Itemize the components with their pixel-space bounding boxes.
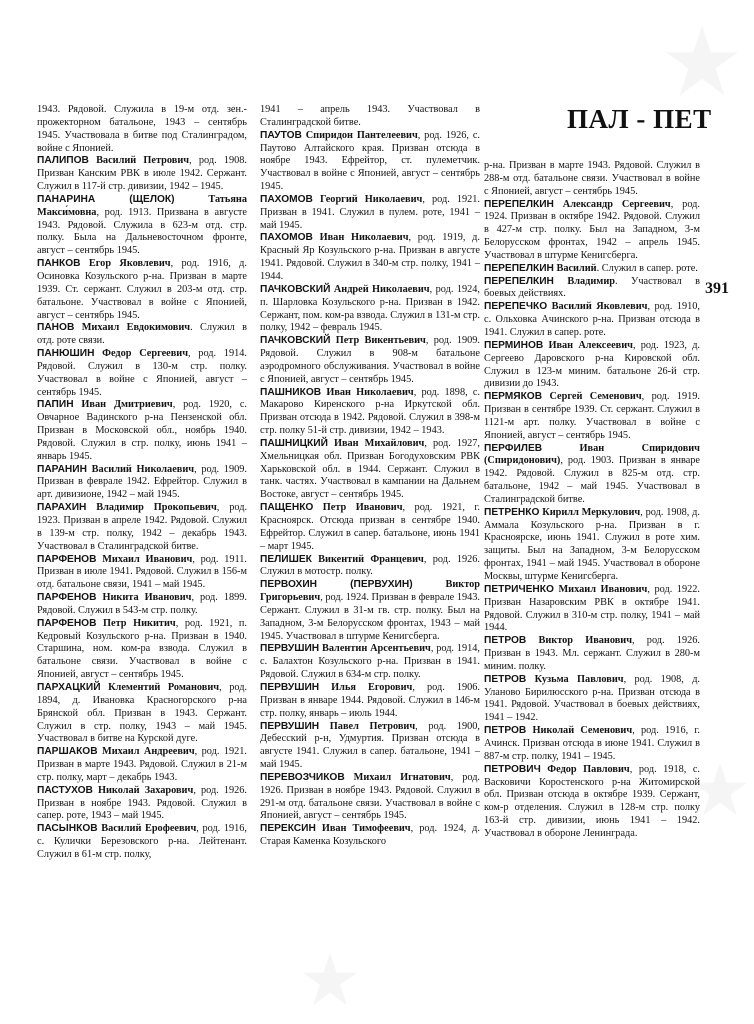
entry-surname: ПАШНИЦКИЙ xyxy=(260,437,328,449)
entry-given-names: Иван Дмитриевич xyxy=(81,399,173,411)
entry-given-names: Иван Николаевич xyxy=(326,386,414,398)
entry-surname: ПЕРВУШИН xyxy=(260,681,320,693)
entry-text: , род. 1924, д. Старая Каменка Козульского xyxy=(260,823,480,848)
entry-surname: ПЕРЕВОЗЧИКОВ xyxy=(260,771,345,783)
entry-text: , род. 1916, д. Осиновка Козульского р-на. Призван в марте 1939. Ст. сержант. Служил в 203-м отд. стр. батальоне. Участвовал в войне с Японией, август – сентябрь 1945. xyxy=(37,258,247,321)
entry-given-names: Василий Николаевич xyxy=(91,463,195,475)
entry-given-names: Иван Михайлович xyxy=(333,437,425,449)
entry-text: , род. 1923. Призван в апреле 1942. Рядовой. Служил в 139-м стр. полку, 1942 – декабрь 1943. Участвовал в Сталинградской битве. xyxy=(37,502,248,552)
entry-text: , род. 1914, с. Балахтон Козульского р-на. Призван в 1941. Рядовой. Служил в 634-м стр. полку. xyxy=(260,643,480,681)
entry-surname: ПАХОМОВ xyxy=(260,232,313,244)
biography-entry xyxy=(37,258,247,322)
entry-text: , род. 1927, Хмельницкая обл. Призван Богодуховским РВК Харьковской обл. в 1944. Сержант. Служил в танк. частях. Участвовал в кампании на Дальнем Востоке, август – сентябрь 1945. xyxy=(260,437,480,501)
entry-text: , род. 1910, с. Ольховка Ачинского р-на. Призван отсюда в 1941. Служил в сапер. роте. xyxy=(484,301,700,338)
biography-entry xyxy=(484,391,700,442)
biography-entry xyxy=(260,232,480,283)
entry-text: , род. 1919. Призван в сентябре 1939. Ст. сержант. Служил в 1121-м арт. полку. Участвовал в войне с Японией, август – сентябрь 1945. xyxy=(484,391,700,441)
biography-entry xyxy=(37,554,247,593)
entry-given-names: Василий xyxy=(556,262,597,274)
entry-given-names: Александр Сергеевич xyxy=(562,198,671,210)
biography-entry xyxy=(484,276,700,302)
entry-surname: ПЕРЕКСИН xyxy=(260,823,316,835)
entry-given-names: Спиридон Пантелеевич xyxy=(305,129,418,141)
entry-text: , род. 1908, д. Аммала Козульского р-на. Призван в г. Красноярске, июнь 1941. Служил в роте хим. защиты. Был на Западном, 3-м Белорусском фронтах, 1941 – май 1945. Участвовал в обороне Москвы, штурме Кенигсберга. xyxy=(484,506,700,582)
entry-surname: ПАНОВ xyxy=(37,322,75,334)
entry-given-names: Викентий Францевич xyxy=(318,553,424,565)
biography-entry xyxy=(484,160,700,199)
entry-given-names: Василий Петрович xyxy=(96,155,190,167)
biography-entry xyxy=(37,823,247,862)
entry-surname: ПАСЫНКОВ xyxy=(37,823,98,835)
entry-surname: ПЕТРОВИЧ xyxy=(484,763,541,775)
page-number: 391 xyxy=(705,280,729,297)
entry-given-names: Василий Яковлевич xyxy=(551,301,648,313)
column-3 xyxy=(484,160,700,841)
entry-surname: ПЕРВУШИН xyxy=(260,720,320,732)
entry-text: , род. 1908. Призван Канским РВК в июле 1942. Сержант. Служил в 117-й стр. дивизии, 1942 – 1945. xyxy=(37,155,247,193)
entry-given-names: Валентин Арсентьевич xyxy=(321,643,431,655)
entry-given-names: Виктор Иванович xyxy=(538,635,633,647)
entry-given-names: Петр Викентьевич xyxy=(335,335,426,347)
entry-text: , род. 1914. Рядовой. Служил в 130-м стр. полку. Участвовал в войне с Японией, август – сентябрь 1945. xyxy=(37,348,247,398)
entry-surname: ПАРШАКОВ xyxy=(37,746,98,758)
entry-given-names: Иван Тимофеевич xyxy=(321,823,411,835)
entry-surname: ПЕРЕПЕЛКИН xyxy=(484,262,554,274)
entry-surname: ПАУТОВ xyxy=(260,129,302,141)
entry-surname: ПАРАНИН xyxy=(37,463,87,475)
biography-entry xyxy=(260,823,480,849)
biography-entry xyxy=(484,301,700,340)
entry-given-names: Андрей Николаевич xyxy=(333,283,430,295)
entry-text: , род. 1899. Рядовой. Служил в 543-м стр. полку. xyxy=(37,592,247,616)
entry-surname: ПАРФЕНОВ xyxy=(37,592,97,604)
page-header: ПАЛ - ПЕТ xyxy=(567,104,712,134)
biography-entry xyxy=(484,340,700,391)
entry-surname: ПЕРЕПЕЛКИН xyxy=(484,198,554,210)
biography-entry xyxy=(37,348,247,399)
entry-surname: ПАХОМОВ xyxy=(260,193,313,205)
entry-given-names: Иван Спиридович (Спиридонович) xyxy=(484,442,700,467)
biography-entry xyxy=(260,284,480,335)
entry-surname: ПАНКОВ xyxy=(37,258,81,270)
entry-given-names: Петр Иванович xyxy=(322,502,403,514)
entry-text: , род. 1922. Призван Назаровским РВК в октябре 1941. Рядовой. Служил в 310-м стр. полку, 1941 – май 1944. xyxy=(484,583,700,634)
entry-given-names: Кирилл Меркулович xyxy=(542,506,641,518)
biography-entry xyxy=(37,502,247,553)
biography-entry xyxy=(37,682,247,746)
entry-given-names: Клементий Романович xyxy=(108,681,220,693)
entry-given-names: Михаил Игнатович xyxy=(353,771,451,783)
biography-entry xyxy=(484,263,700,276)
entry-given-names: Сергей Семенович xyxy=(549,391,642,403)
entry-text: 1943. Рядовой. Служила в 19-м отд. зен.-прожекторном батальоне, 1943 – сентябрь 1945. Участвовала в битве под Сталинградом, войне с Японией. xyxy=(37,104,247,154)
entry-surname: ПАРАХИН xyxy=(37,502,87,514)
entry-text: , род. 1926. Призван в ноябре 1943. Рядовой. Служил в сапер. роте, 1943 – май 1945. xyxy=(37,784,247,822)
entry-surname: ПЕТРОВ xyxy=(484,673,527,685)
biography-entry xyxy=(37,194,247,258)
entry-surname: ПАРХАЦКИЙ xyxy=(37,681,101,693)
entry-text: , род. 1921. Призван в 1941. Служил в пулем. роте, 1941 – май 1945. xyxy=(260,193,480,231)
entry-given-names: Николай Семенович xyxy=(532,725,633,737)
entry-given-names: Федор Сергеевич xyxy=(102,348,189,360)
entry-surname: ПАСТУХОВ xyxy=(37,784,93,796)
entry-given-names: Виктор Григорьевич xyxy=(260,579,480,604)
biography-entry xyxy=(484,725,700,764)
entry-surname: ПАШНИКОВ xyxy=(260,386,322,398)
entry-text: , род. 1919, д. Красный Яр Козульского р-на. Призван в августе 1941. Рядовой. Служил в 340-м стр. полку, 1941 – 1944. xyxy=(260,232,480,282)
entry-text: , род. 1909. Рядовой. Служил в 908-м батальоне аэродромного обслуживания. Участвовал в войне с Японией, август – сентябрь 1945. xyxy=(260,335,480,385)
entry-text: . Служил в отд. роте связи. xyxy=(37,322,248,347)
entry-text: , род. 1923, д. Сергеево Даровского р-на Кировской обл. Служил в 123-м миним. батальоне 26-й стр. дивизии до 1943. xyxy=(484,339,701,390)
entry-surname: ПЕРВУШИН xyxy=(260,643,320,655)
biography-entry xyxy=(484,584,700,635)
entry-text: , род. 1921, г. Красноярск. Отсюда призван в сентябре 1940. Ефрейтор. Служил в сапер. батальоне, июнь 1941 – март 1945. xyxy=(260,502,480,552)
entry-text: , род. 1916, г. Ачинск. Призван отсюда в июне 1941. Служил в 887-м стр. полку, 1941 – 1945. xyxy=(484,725,701,762)
biography-entry xyxy=(37,464,247,503)
entry-surname: ПАРФЕНОВ xyxy=(37,617,97,629)
entry-surname: ПАЩЕНКО xyxy=(260,502,314,514)
biography-entry xyxy=(260,579,480,643)
entry-text: , род. 1924. Призван в феврале 1943. Сержант. Служил в 31-м гв. стр. полку. Был на Западном, 3-м Белорусском фронтах, 1943 – май 1945. Участвовал в штурме Кенигсберга. xyxy=(260,592,480,642)
entry-text: , род. 1921. Призван в марте 1943. Рядовой. Служил в 21-м стр. полку, март – декабрь 1943. xyxy=(37,746,248,783)
entry-surname: ПАНЮШИН xyxy=(37,348,95,360)
entry-surname: ПЕТРОВ xyxy=(484,725,527,737)
biography-entry xyxy=(260,682,480,721)
entry-given-names: Владимир xyxy=(567,275,615,287)
biography-entry xyxy=(37,618,247,682)
biography-entry xyxy=(484,199,700,263)
entry-text: , род. 1926. Служил в мотостр. полку. xyxy=(260,553,480,578)
column-2 xyxy=(260,104,480,849)
entry-text: р-на. Призван в марте 1943. Рядовой. Служил в 288-м отд. батальоне связи. Участвовал в войне с Японией, август – сентябрь 1945. xyxy=(484,160,700,197)
watermark-star-icon xyxy=(662,22,742,102)
entry-text: , род. 1924. Призван в октябре 1942. Рядовой. Служил в 427-м стр. полку. Был на Западном, 3-м Белорусском фронтах, 1942 – апрель 1945. Участвовал в штурме Кенигсберга. xyxy=(484,198,700,261)
entry-surname: ПЕТРОВ xyxy=(484,635,527,647)
entry-surname: ПЕРВОХИН (ПЕРВУХИН) xyxy=(260,579,413,591)
biography-entry xyxy=(37,322,247,348)
entry-text: , род. 1894, д. Ивановка Красногорского р-на Брянской обл. Призван в 1943. Сержант. Служил в стр. полку, 1943 – май 1945. Участвовал в битве на Курской дуге. xyxy=(37,681,248,745)
entry-surname: ПЕТРЕНКО xyxy=(484,506,540,518)
entry-surname: ПАРФЕНОВ xyxy=(37,553,97,565)
biography-entry xyxy=(37,785,247,824)
entry-given-names: Михаил Иванович xyxy=(102,553,193,565)
column-1 xyxy=(37,104,247,862)
biography-entry xyxy=(260,772,480,823)
entry-given-names: Михаил Евдокимович xyxy=(81,322,191,334)
biography-entry xyxy=(484,507,700,584)
entry-surname: ПЕРМЯКОВ xyxy=(484,391,543,403)
biography-entry xyxy=(484,443,700,507)
entry-text: , род. 1908, д. Уланово Бирилюсского р-на. Призван отсюда в 1941. Рядовой. Участвовал в боевых действиях, 1941 – 1942. xyxy=(484,673,701,724)
entry-given-names: Федор Павлович xyxy=(547,763,630,775)
biography-entry xyxy=(37,104,247,155)
entry-text: , род. 1900, Дебесский р-н, Удмуртия. Призван отсюда в августе 1941. Служил в сапер. батальоне, 1941 – май 1945. xyxy=(260,720,480,771)
biography-entry xyxy=(260,721,480,772)
biography-entry xyxy=(484,674,700,725)
entry-text: , род. 1898, с. Макарово Киренского р-на Иркутской обл. Призван отсюда в 1942. Рядовой. Служил в 398-м стр. полку 51-й стр. дивизии, 1942 – 1943. xyxy=(260,386,480,437)
entry-surname: ПЕРЕПЕЧКО xyxy=(484,301,548,313)
entry-text: , род. 1918, с. Васковичи Коростенского р-на Житомирской обл. Призван отсюда в октябре 1939. Сержант, ком-р отделения. Служил в 128-м стр. полку 163-й стр. дивизии, июнь 1941 – 1942. Участвовал в обороне Ленинграда. xyxy=(484,763,700,839)
entry-given-names: Георгий Николаевич xyxy=(319,193,423,205)
entry-text: , род. 1906. Призван в январе 1944. Рядовой. Служил в 146-м стр. полку, январь – июль 1944. xyxy=(260,681,480,719)
biography-entry xyxy=(484,764,700,841)
entry-text: , род. 1926, с. Паутово Алтайского края. Призван отсюда в ноябре 1943. Ефрейтор, ст. пулеметчик. Участвовал в войне с Японией, август – сентябрь 1945. xyxy=(260,129,480,193)
entry-text: , род. 1916, с. Кулички Березовского р-на. Лейтенант. Служил в 61-м стр. полку, xyxy=(37,823,248,860)
entry-given-names: Николай Захарович xyxy=(97,784,194,796)
entry-given-names: Илья Егорович xyxy=(331,681,413,693)
entry-text: , род. 1903. Призван в январе 1942. Рядовой. Служил в 825-м отд. стр. батальоне, 1942 – май 1945. Участвовал в Сталинградской битве. xyxy=(484,455,700,505)
biography-entry xyxy=(260,104,480,130)
biography-entry xyxy=(260,502,480,553)
entry-given-names: Иван Николаевич xyxy=(319,232,409,244)
entry-text: , род. 1921, п. Кедровый Козульского р-на. Призван в 1940. Старшина, ном. ком-ра взвода. Служил в батальоне связи. Участвовал в войне с Японией, август – сентябрь 1945. xyxy=(37,617,247,681)
entry-given-names: Татьяна Макси́мовна xyxy=(37,193,248,218)
entry-given-names: Петр Никитич xyxy=(103,617,176,629)
entry-text: , род. 1926. Призван в 1943. Мл. сержант. Служил в 280-м миним. полку. xyxy=(484,635,700,672)
entry-text: , род. 1913. Призвана в августе 1943. Рядовой. Служила в 623-м отд. стр. полку. Была на Дальневосточном фронте, август – сентябрь 1945. xyxy=(37,206,247,257)
biography-entry xyxy=(37,592,247,618)
entry-text: 1941 – апрель 1943. Участвовал в Сталинградской битве. xyxy=(260,104,480,128)
entry-given-names: Кузьма Павлович xyxy=(534,673,624,685)
entry-surname: ПАЛИПОВ xyxy=(37,155,89,167)
entry-surname: ПАЧКОВСКИЙ xyxy=(260,335,331,347)
biography-entry xyxy=(260,387,480,438)
entry-text: , род. 1924, п. Шарловка Козульского р-на. Призван в 1942. Сержант, пом. ком-ра взвода. Служил в 131-м стр. полку, 1942 – февраль 1945. xyxy=(260,283,480,334)
biography-entry xyxy=(260,438,480,502)
entry-surname: ПАНАРИНА (ЩЕЛОК) xyxy=(37,193,175,205)
entry-surname: ПЕТРИЧЕНКО xyxy=(484,583,554,595)
entry-given-names: Михаил Иванович xyxy=(558,583,648,595)
entry-surname: ПЕЛИШЕК xyxy=(260,553,312,565)
entry-text: , род. 1909. Призван в феврале 1942. Ефрейтор. Служил в арт. дивизионе, 1942 – май 1945. xyxy=(37,463,247,501)
biography-entry xyxy=(37,155,247,194)
entry-surname: ПЕРЕПЕЛКИН xyxy=(484,275,554,287)
biography-entry xyxy=(260,643,480,682)
entry-surname: ПЕРФИЛЕВ xyxy=(484,442,543,454)
biography-entry xyxy=(260,335,480,386)
entry-text: . Служил в сапер. роте. xyxy=(596,262,698,274)
entry-given-names: Михаил Андреевич xyxy=(101,746,195,758)
biography-entry xyxy=(37,746,247,785)
entry-text: , род. 1926. Призван в ноябре 1943. Рядовой. Служил в 291-м отд. батальоне связи. Участвовал в войне с Японией, август – сентябрь 1945. xyxy=(260,771,481,822)
entry-text: , род. 1911. Призван в июле 1941. Рядовой. Служил в 156-м отд. батальоне связи, 1941 – май 1945. xyxy=(37,553,247,591)
biography-entry xyxy=(260,194,480,233)
entry-text: . Участвовал в боевых действиях. xyxy=(484,275,700,300)
entry-surname: ПАЧКОВСКИЙ xyxy=(260,283,331,295)
biography-entry xyxy=(484,635,700,674)
entry-surname: ПАПИН xyxy=(37,399,74,411)
entry-given-names: Василий Ерофеевич xyxy=(101,823,197,835)
entry-surname: ПЕРМИНОВ xyxy=(484,339,544,351)
biography-entry xyxy=(260,130,480,194)
entry-given-names: Павел Петрович xyxy=(329,720,416,732)
biography-entry xyxy=(260,554,480,580)
entry-text: , род. 1920, с. Овчарное Вадинского р-на Пензенской обл. Призван в Московской обл., ноябрь 1940. Рядовой. Служил в стр. полку, июнь 1941 – январь 1945. xyxy=(37,399,247,462)
entry-given-names: Иван Алексеевич xyxy=(548,339,633,351)
entry-given-names: Владимир Прокопьевич xyxy=(96,502,217,514)
entry-given-names: Никита Иванович xyxy=(102,592,192,604)
entry-given-names: Егор Яковлевич xyxy=(88,258,171,270)
watermark-star-icon xyxy=(300,950,360,1010)
biography-entry xyxy=(37,399,247,463)
